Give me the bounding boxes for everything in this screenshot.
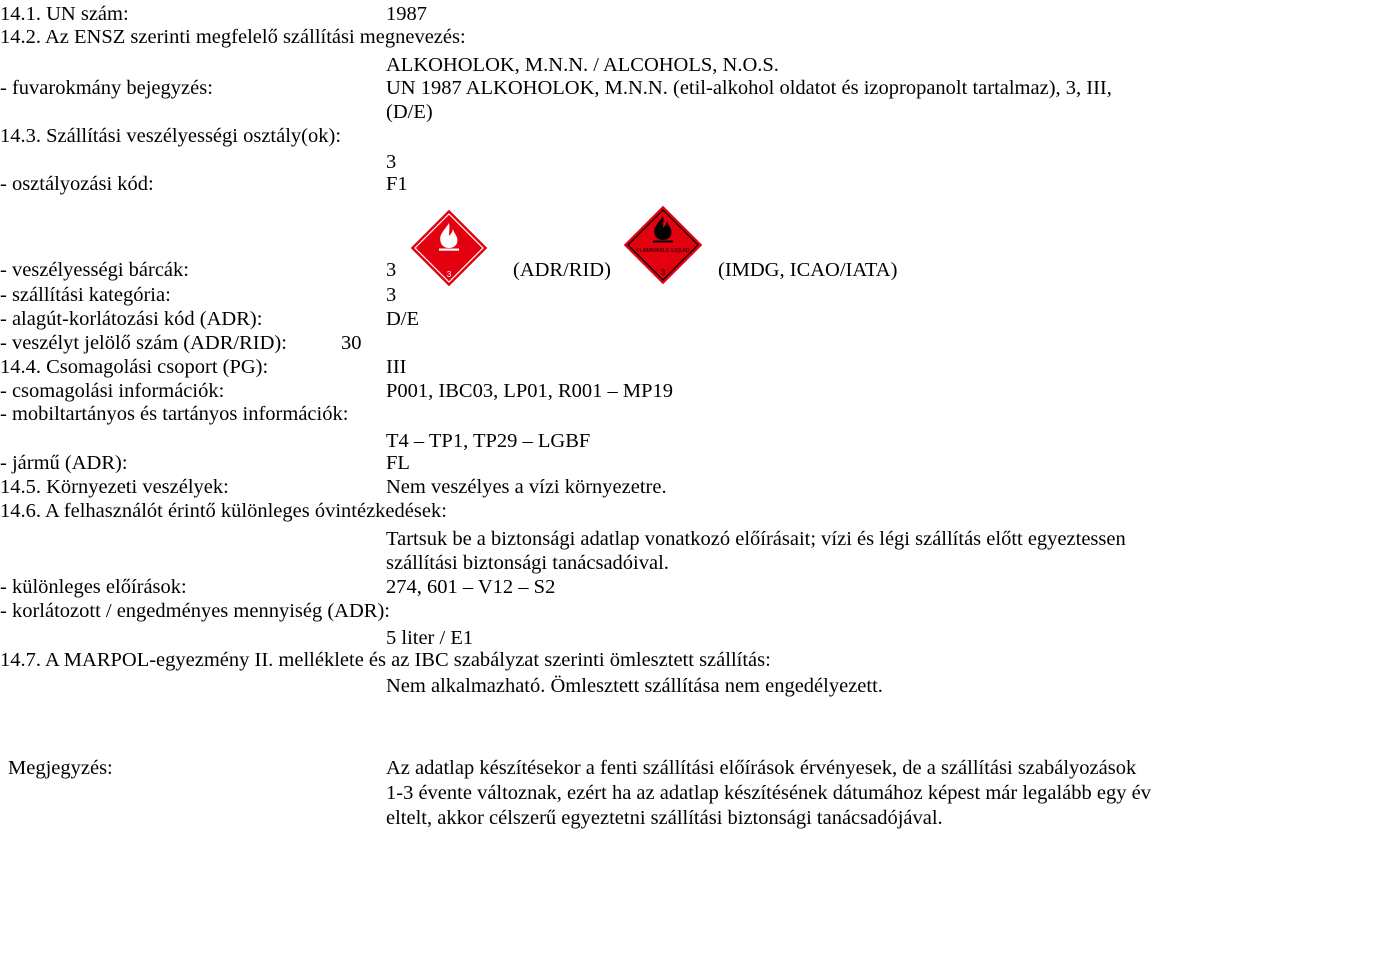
note-value-line2: 1-3 évente változnak, ezért ha az adatlap készítésének dátumához képest már legalább egy év bbox=[386, 782, 1151, 804]
note-value-line3: eltelt, akkor célszerű egyeztetni szállítási biztonsági tanácsadójával. bbox=[386, 807, 943, 829]
environmental-hazards-value: Nem veszélyes a vízi környezetre. bbox=[386, 476, 667, 498]
hazard-labels-imdg-icao: (IMDG, ICAO/IATA) bbox=[718, 259, 898, 281]
hazard-number-label: - veszélyt jelölő szám (ADR/RID): bbox=[0, 332, 287, 354]
special-provisions-label: - különleges előírások: bbox=[0, 576, 187, 598]
packing-info-label: - csomagolási információk: bbox=[0, 380, 225, 402]
section-14-4-label: 14.4. Csomagolási csoport (PG): bbox=[0, 356, 269, 378]
section-14-1-label: 14.1. UN szám: bbox=[0, 3, 129, 25]
section-14-5-label: 14.5. Környezeti veszélyek: bbox=[0, 476, 229, 498]
tank-info-label: - mobiltartányos és tartányos információk: bbox=[0, 403, 349, 425]
adr-placard-class-number: 3 bbox=[446, 270, 452, 279]
note-label: Megjegyzés: bbox=[8, 757, 113, 779]
section-14-6-label: 14.6. A felhasználót érintő különleges óvintézkedések: bbox=[0, 500, 447, 522]
vehicle-label: - jármű (ADR): bbox=[0, 452, 128, 474]
limited-quantity-label: - korlátozott / engedményes mennyiség (ADR): bbox=[0, 600, 390, 622]
shipping-name-value: ALKOHOLOK, M.N.N. / ALCOHOLS, N.O.S. bbox=[386, 54, 779, 76]
transport-document-value-line2: (D/E) bbox=[386, 101, 433, 123]
hazard-labels-adr-rid: (ADR/RID) bbox=[513, 259, 611, 281]
hazard-number-value: 30 bbox=[341, 332, 362, 354]
tank-info-value: T4 – TP1, TP29 – LGBF bbox=[386, 430, 591, 452]
transport-category-label: - szállítási kategória: bbox=[0, 284, 171, 306]
classification-code-label: - osztályozási kód: bbox=[0, 173, 154, 195]
special-precautions-value-line2: szállítási biztonsági tanácsadóival. bbox=[386, 552, 669, 574]
adr-placard bbox=[408, 207, 490, 289]
transport-category-value: 3 bbox=[386, 284, 397, 306]
transport-document-label: - fuvarokmány bejegyzés: bbox=[0, 77, 213, 99]
note-value-line1: Az adatlap készítésekor a fenti szállítási előírások érvényesek, de a szállítási szabályozások bbox=[386, 757, 1137, 779]
classification-code-value: F1 bbox=[386, 173, 408, 195]
special-precautions-value-line1: Tartsuk be a biztonsági adatlap vonatkozó előírásait; vízi és légi szállítás előtt egyeztessen bbox=[386, 528, 1126, 550]
transport-document-value-line1: UN 1987 ALKOHOLOK, M.N.N. (etil-alkohol oldatot és izopropanolt tartalmaz), 3, III, bbox=[386, 77, 1112, 99]
hazard-labels-label: - veszélyességi bárcák: bbox=[0, 259, 189, 281]
limited-quantity-value: 5 liter / E1 bbox=[386, 627, 474, 649]
imdg-placard-text: FLAMMABLE LIQUID bbox=[636, 248, 690, 254]
packing-info-value: P001, IBC03, LP01, R001 – MP19 bbox=[386, 380, 674, 402]
hazard-labels-value: 3 bbox=[386, 259, 397, 281]
tunnel-code-value: D/E bbox=[386, 308, 420, 330]
vehicle-value: FL bbox=[386, 452, 410, 474]
section-14-7-label: 14.7. A MARPOL-egyezmény II. melléklete és az IBC szabályzat szerinti ömlesztett szállítás: bbox=[0, 649, 771, 671]
imdg-placard bbox=[621, 203, 705, 287]
un-number-value: 1987 bbox=[386, 3, 427, 25]
bulk-transport-value: Nem alkalmazható. Ömlesztett szállítása nem engedélyezett. bbox=[386, 675, 883, 697]
special-provisions-value: 274, 601 – V12 – S2 bbox=[386, 576, 556, 598]
hazard-class-value: 3 bbox=[386, 151, 397, 173]
imdg-placard-class-number: 3 bbox=[660, 268, 666, 277]
section-14-3-label: 14.3. Szállítási veszélyességi osztály(ok): bbox=[0, 125, 342, 147]
tunnel-code-label: - alagút-korlátozási kód (ADR): bbox=[0, 308, 263, 330]
section-14-2-label: 14.2. Az ENSZ szerinti megfelelő szállítási megnevezés: bbox=[0, 26, 466, 48]
packing-group-value: III bbox=[386, 356, 407, 378]
